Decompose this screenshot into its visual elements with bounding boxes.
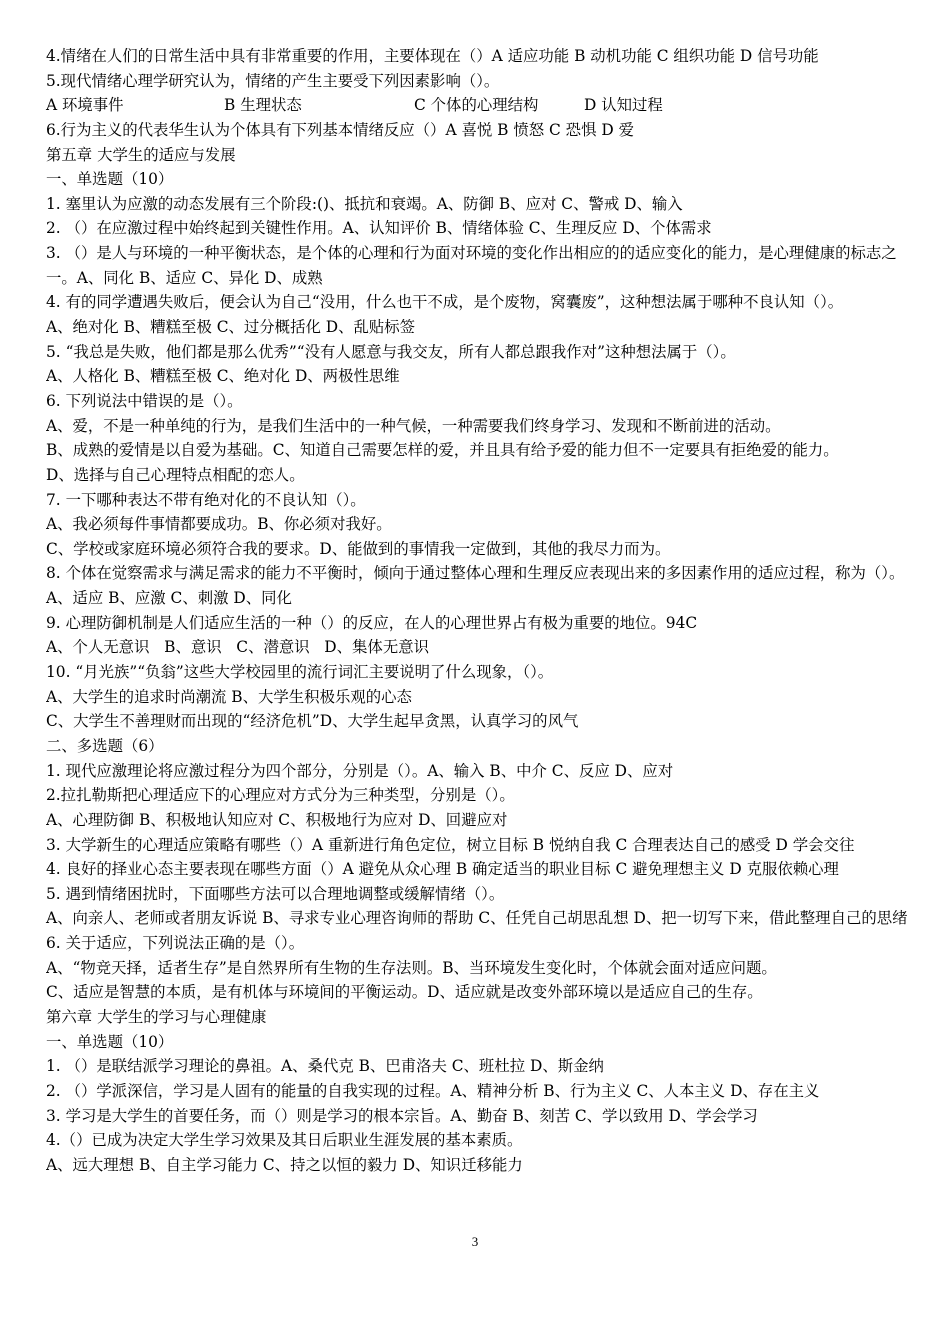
text-line: C、大学生不善理财而出现的“经济危机”D、大学生起早贪黑，认真学习的风气 [46,712,579,731]
text-line: 4.情绪在人们的日常生活中具有非常重要的作用，主要体现在（）A 适应功能 B 动机功能 C 组织功能 D 信号功能 [46,47,819,65]
chapter-heading: 第六章 大学生的学习与心理健康 [46,1008,267,1027]
option: B 生理状态 [224,96,302,115]
text-line: 4.（）已成为决定大学生学习效果及其日后职业生涯发展的基本素质。 [46,1131,523,1150]
text-line: 7. 一下哪种表达不带有绝对化的不良认知（）。 [46,490,366,509]
text-line: C、适应是智慧的本质，是有机体与环境间的平衡运动。D、适应就是改变外部环境以是适应自己的生存。 [46,983,763,1002]
text-line: 1. （）是联结派学习理论的鼻祖。A、桑代克 B、巴甫洛夫 C、班杜拉 D、斯金纳 [46,1057,604,1076]
text-line: 2. （）在应激过程中始终起到关键性作用。A、认知评价 B、情绪体验 C、生理反应 D、个体需求 [46,219,712,238]
text-line: 1. 现代应激理论将应激过程分为四个部分，分别是（）。A、输入 B、中介 C、反应 D、应对 [46,761,674,780]
text-line: 2.拉扎勒斯把心理适应下的心理应对方式分为三种类型，分别是（）。 [46,786,515,805]
text-line: A、个人无意识 B、意识 C、潜意识 D、集体无意识 [46,638,429,657]
text-line: C、学校或家庭环境必须符合我的要求。D、能做到的事情我一定做到，其他的我尽力而为。 [46,539,671,558]
chapter-heading: 第五章 大学生的适应与发展 [46,145,236,164]
text-line: 6. 关于适应，下列说法正确的是（）。 [46,934,305,953]
page-number: 3 [471,1234,479,1249]
text-line: A、心理防御 B、积极地认知应对 C、积极地行为应对 D、回避应对 [46,810,508,829]
option-row [46,93,908,118]
text-line: 3. 大学新生的心理适应策略有哪些（）A 重新进行角色定位，树立目标 B 悦纳自我 C 合理表达自己的感受 D 学会交往 [46,835,855,854]
section-heading: 一、单选题（10） [46,170,174,189]
text-line: A、大学生的追求时尚潮流 B、大学生积极乐观的心态 [46,687,412,706]
text-line: D、选择与自己心理特点相配的恋人。 [46,465,305,484]
section-heading: 一、单选题（10） [46,1032,174,1051]
text-line: 5. 遇到情绪困扰时，下面哪些方法可以合理地调整或缓解情绪（）。 [46,884,505,903]
text-line: A、远大理想 B、自主学习能力 C、持之以恒的毅力 D、知识迁移能力 [46,1155,523,1174]
text-line: 10. “月光族”“负翁”这些大学校园里的流行词汇主要说明了什么现象，（）。 [46,663,554,682]
text-line: A、向亲人、老师或者朋友诉说 B、寻求专业心理咨询师的帮助 C、任凭自己胡思乱想 D、把一切写下来，借此整理自己的思绪 [46,909,908,928]
text-line: 4. 有的同学遭遇失败后，便会认为自己“没用，什么也干不成，是个废物，窝囊废”，这种想法属于哪种不良认知（）。 [46,293,844,312]
option: C 个体的心理结构 [414,96,539,115]
text-line: 1. 塞里认为应激的动态发展有三个阶段:()、抵抗和衰竭。A、防御 B、应对 C、警戒 D、输入 [46,194,683,213]
text-line: 5. “我总是失败，他们都是那么优秀”“没有人愿意与我交友，所有人都总跟我作对”这种想法属于（）。 [46,342,736,361]
text-line: 4. 良好的择业心态主要表现在哪些方面（）A 避免从众心理 B 确定适当的职业目标 C 避免理想主义 D 克服依赖心理 [46,860,839,879]
text-line: A、绝对化 B、糟糕至极 C、过分概括化 D、乱贴标签 [46,318,416,337]
text-line: 9. 心理防御机制是人们适应生活的一种（）的反应，在人的心理世界占有极为重要的地位。94C [46,613,698,632]
text-line: 3. （）是人与环境的一种平衡状态，是个体的心理和行为面对环境的变化作出相应的的适应变化的能力，是心理健康的标志之一。A、同化 B、适应 C、异化 D、成熟 [46,244,897,287]
text-line: A、人格化 B、糟糕至极 C、绝对化 D、两极性思维 [46,367,400,386]
text-line: A、“物竞天择，适者生存”是自然界所有生物的生存法则。B、当环境发生变化时，个体就会面对适应问题。 [46,958,777,977]
text-line: 6. 下列说法中错误的是（）。 [46,392,243,410]
document-body [46,44,908,1178]
text-line: 5.现代情绪心理学研究认为，情绪的产生主要受下列因素影响（）。 [46,71,500,90]
text-line: 3. 学习是大学生的首要任务，而（）则是学习的根本宗旨。A、勤奋 B、刻苦 C、学以致用 D、学会学习 [46,1106,758,1125]
text-line: A、我必须每件事情都要成功。B、你必须对我好。 [46,515,392,534]
text-line: 8. 个体在觉察需求与满足需求的能力不平衡时，倾向于通过整体心理和生理反应表现出来的多因素作用的适应过程，称为（）。A、适应 B、应激 C、刺激 D、同化 [46,564,905,608]
option: D 认知过程 [584,96,663,115]
text-line: 2. （）学派深信，学习是人固有的能量的自我实现的过程。A、精神分析 B、行为主义 C、人本主义 D、存在主义 [46,1081,820,1100]
text-line: 6.行为主义的代表华生认为个体具有下列基本情绪反应（）A 喜悦 B 愤怒 C 恐惧 D 爱 [46,120,634,139]
option: A 环境事件 [46,96,124,115]
section-heading: 二、多选题（6） [46,737,164,755]
text-line: A、爱，不是一种单纯的行为，是我们生活中的一种气候，一种需要我们终身学习、发现和不断前进的活动。 [46,416,781,435]
text-line: B、成熟的爱情是以自爱为基础。C、知道自己需要怎样的爱，并且具有给予爱的能力但不一定要具有拒绝爱的能力。 [46,441,839,460]
